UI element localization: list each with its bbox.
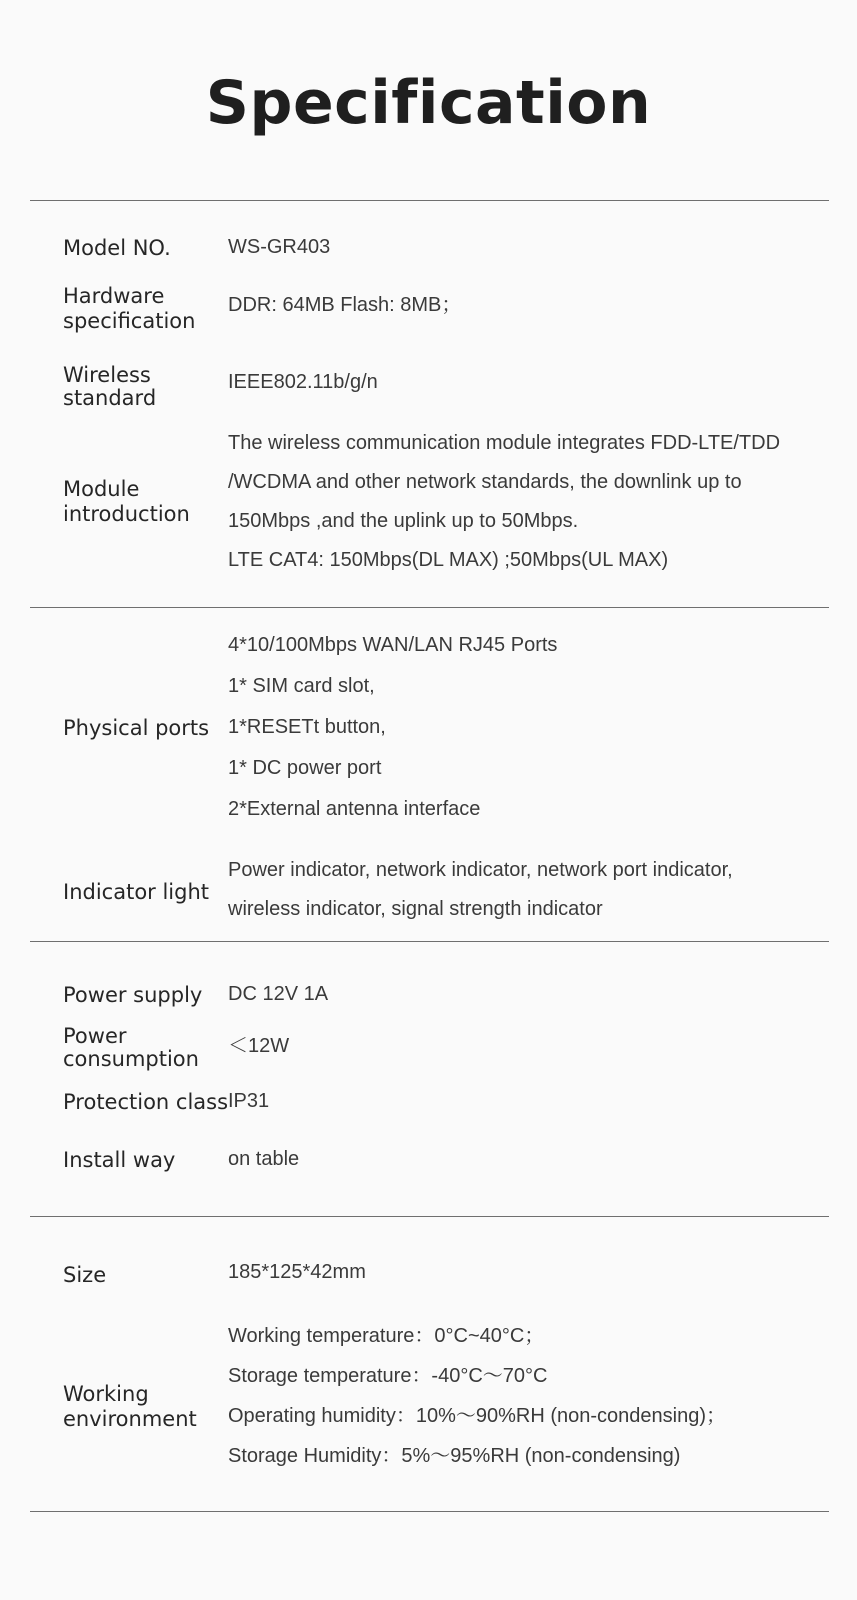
spec-value-physical-ports [228, 625, 557, 830]
spec-value-line: ＜12W [228, 1035, 290, 1057]
spec-label-protection-class: Protection class [63, 1090, 229, 1114]
spec-label-working-environment: Working environment [63, 1382, 197, 1431]
spec-value-line: Working temperature：0°C~40°C； [228, 1325, 545, 1347]
spec-value-line: 150Mbps ,and the uplink up to 50Mbps. [228, 510, 579, 532]
spec-value-protection-class [228, 1082, 269, 1121]
spec-value-line: 1*RESETt button, [228, 716, 386, 738]
spec-label-power-consumption: Power consumption [63, 1024, 199, 1071]
spec-label-install-way: Install way [63, 1148, 176, 1172]
spec-value-line: The wireless communication module integrates FDD-LTE/TDD [228, 432, 781, 454]
spec-value-module-introduction [228, 424, 780, 580]
spec-value-line: 1* DC power port [228, 757, 382, 779]
section-divider [30, 607, 829, 608]
section-divider [30, 941, 829, 942]
spec-value-line: 4*10/100Mbps WAN/LAN RJ45 Ports [228, 634, 558, 656]
spec-value-line: 185*125*42mm [228, 1261, 366, 1283]
spec-value-power-supply [228, 975, 328, 1014]
spec-value-working-environment [228, 1316, 726, 1476]
spec-label-hardware-specification: Hardware specification [63, 284, 196, 333]
spec-value-model-no [228, 228, 330, 267]
section-divider [30, 1216, 829, 1217]
spec-value-indicator-light [228, 851, 733, 929]
spec-value-line: 2*External antenna interface [228, 798, 481, 820]
spec-value-line: on table [228, 1148, 300, 1170]
spec-value-line: /WCDMA and other network standards, the downlink up to [228, 471, 742, 493]
spec-value-line: IP31 [228, 1090, 270, 1112]
spec-value-line: Storage temperature：-40°C～70°C [228, 1365, 548, 1387]
spec-value-hardware-specification [228, 286, 461, 325]
section-divider [30, 200, 829, 201]
spec-value-wireless-standard [228, 363, 378, 402]
spec-value-line: DC 12V 1A [228, 983, 329, 1005]
spec-label-indicator-light: Indicator light [63, 880, 210, 904]
spec-value-size [228, 1253, 366, 1292]
spec-value-line: WS-GR403 [228, 236, 331, 258]
spec-label-physical-ports: Physical ports [63, 716, 210, 740]
page-title: Specification [205, 68, 652, 138]
section-divider [30, 1511, 829, 1512]
spec-value-line: IEEE802.11b/g/n [228, 371, 378, 393]
spec-label-power-supply: Power supply [63, 983, 203, 1007]
spec-value-install-way [228, 1140, 299, 1179]
spec-value-line: DDR: 64MB Flash: 8MB； [228, 294, 462, 316]
spec-label-model-no: Model NO. [63, 236, 171, 260]
spec-label-wireless-standard: Wireless standard [63, 363, 157, 410]
spec-value-line: wireless indicator, signal strength indicator [228, 898, 603, 920]
spec-value-line: Storage Humidity：5%～95%RH (non-condensing) [228, 1445, 681, 1467]
spec-value-line: LTE CAT4: 150Mbps(DL MAX) ;50Mbps(UL MAX) [228, 549, 669, 571]
spec-label-module-introduction: Module introduction [63, 477, 190, 526]
spec-value-line: 1* SIM card slot, [228, 675, 375, 697]
spec-label-size: Size [63, 1263, 107, 1287]
spec-value-power-consumption [228, 1027, 289, 1066]
spec-value-line: Power indicator, network indicator, network port indicator, [228, 859, 733, 881]
spec-value-line: Operating humidity：10%～90%RH (non-condensing)； [228, 1405, 727, 1427]
